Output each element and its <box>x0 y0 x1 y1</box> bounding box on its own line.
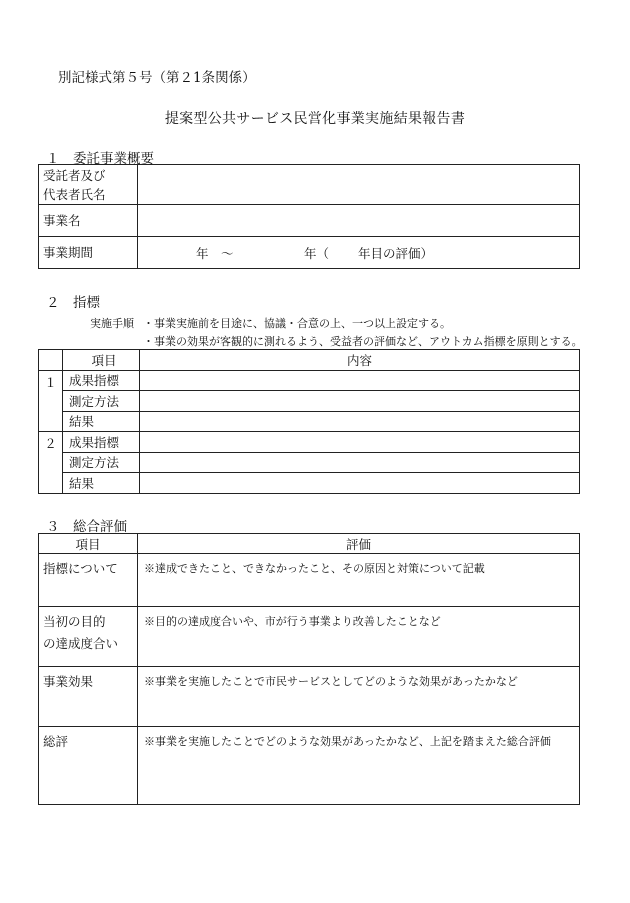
evaluation-item-label: 事業効果 <box>39 667 138 727</box>
contractor-label: 受託者及び 代表者氏名 <box>39 165 138 205</box>
contractor-field[interactable] <box>138 165 580 205</box>
indicator-content-field[interactable] <box>140 473 580 494</box>
section1-heading: １ 委託事業概要 <box>46 151 154 167</box>
procedure-note-2: ・事業の効果が客観的に測れるよう、受益者の評価など、アウトカム指標を原則とする。 <box>143 335 583 348</box>
period-end-year: 年（ <box>304 246 330 261</box>
indicator-item: 測定方法 <box>63 391 140 412</box>
form-number: 別記様式第５号（第２1条関係） <box>58 70 256 86</box>
indicator-item: 測定方法 <box>63 452 140 473</box>
procedure-label: 実施手順 <box>90 317 134 330</box>
project-period-label: 事業期間 <box>39 237 138 269</box>
indicator-item: 成果指標 <box>63 370 140 391</box>
evaluation-field[interactable] <box>138 554 580 607</box>
period-eval-year: 年目の評価） <box>358 246 434 261</box>
indicator-no-2: ２ <box>39 432 63 494</box>
indicator-no-1: １ <box>39 370 63 432</box>
evaluation-table <box>38 533 580 805</box>
evaluation-item-label: 当初の目的 の達成度合い <box>39 607 138 667</box>
evaluation-header-item: 項目 <box>39 534 138 554</box>
indicator-content-field[interactable] <box>140 370 580 391</box>
overview-table <box>38 164 580 269</box>
project-name-field[interactable] <box>138 205 580 237</box>
indicator-content-field[interactable] <box>140 391 580 412</box>
indicator-content-field[interactable] <box>140 452 580 473</box>
indicator-item: 結果 <box>63 411 140 432</box>
section2-heading: ２ 指標 <box>46 295 100 311</box>
indicator-content-field[interactable] <box>140 411 580 432</box>
evaluation-hint: ※事業を実施したことで市民サービスとしてどのような効果があったかなど <box>144 675 518 688</box>
evaluation-hint: ※事業を実施したことでどのような効果があったかなど、上記を踏まえた総合評価 <box>144 735 551 748</box>
evaluation-item-label: 総評 <box>39 727 138 805</box>
section3-heading: ３ 総合評価 <box>46 519 127 535</box>
evaluation-field[interactable] <box>138 667 580 727</box>
evaluation-hint: ※達成できたこと、できなかったこと、その原因と対策について記載 <box>144 562 485 575</box>
evaluation-header-eval: 評価 <box>138 534 580 554</box>
evaluation-field[interactable] <box>138 727 580 805</box>
evaluation-field[interactable] <box>138 607 580 667</box>
indicator-table <box>38 349 580 494</box>
evaluation-item-label: 指標について <box>39 554 138 607</box>
indicator-item: 結果 <box>63 473 140 494</box>
indicator-header-item: 項目 <box>63 350 140 371</box>
project-name-label: 事業名 <box>39 205 138 237</box>
indicator-content-field[interactable] <box>140 432 580 453</box>
project-period-field[interactable] <box>138 237 580 269</box>
period-start-year: 年 ～ <box>196 246 234 261</box>
evaluation-hint: ※目的の達成度合いや、市が行う事業より改善したことなど <box>144 615 441 628</box>
indicator-item: 成果指標 <box>63 432 140 453</box>
indicator-header-content: 内容 <box>140 350 580 371</box>
procedure-note-1: ・事業実施前を目途に、協議・合意の上、一つ以上設定する。 <box>143 317 451 330</box>
page-title: 提案型公共サービス民営化事業実施結果報告書 <box>164 111 466 127</box>
